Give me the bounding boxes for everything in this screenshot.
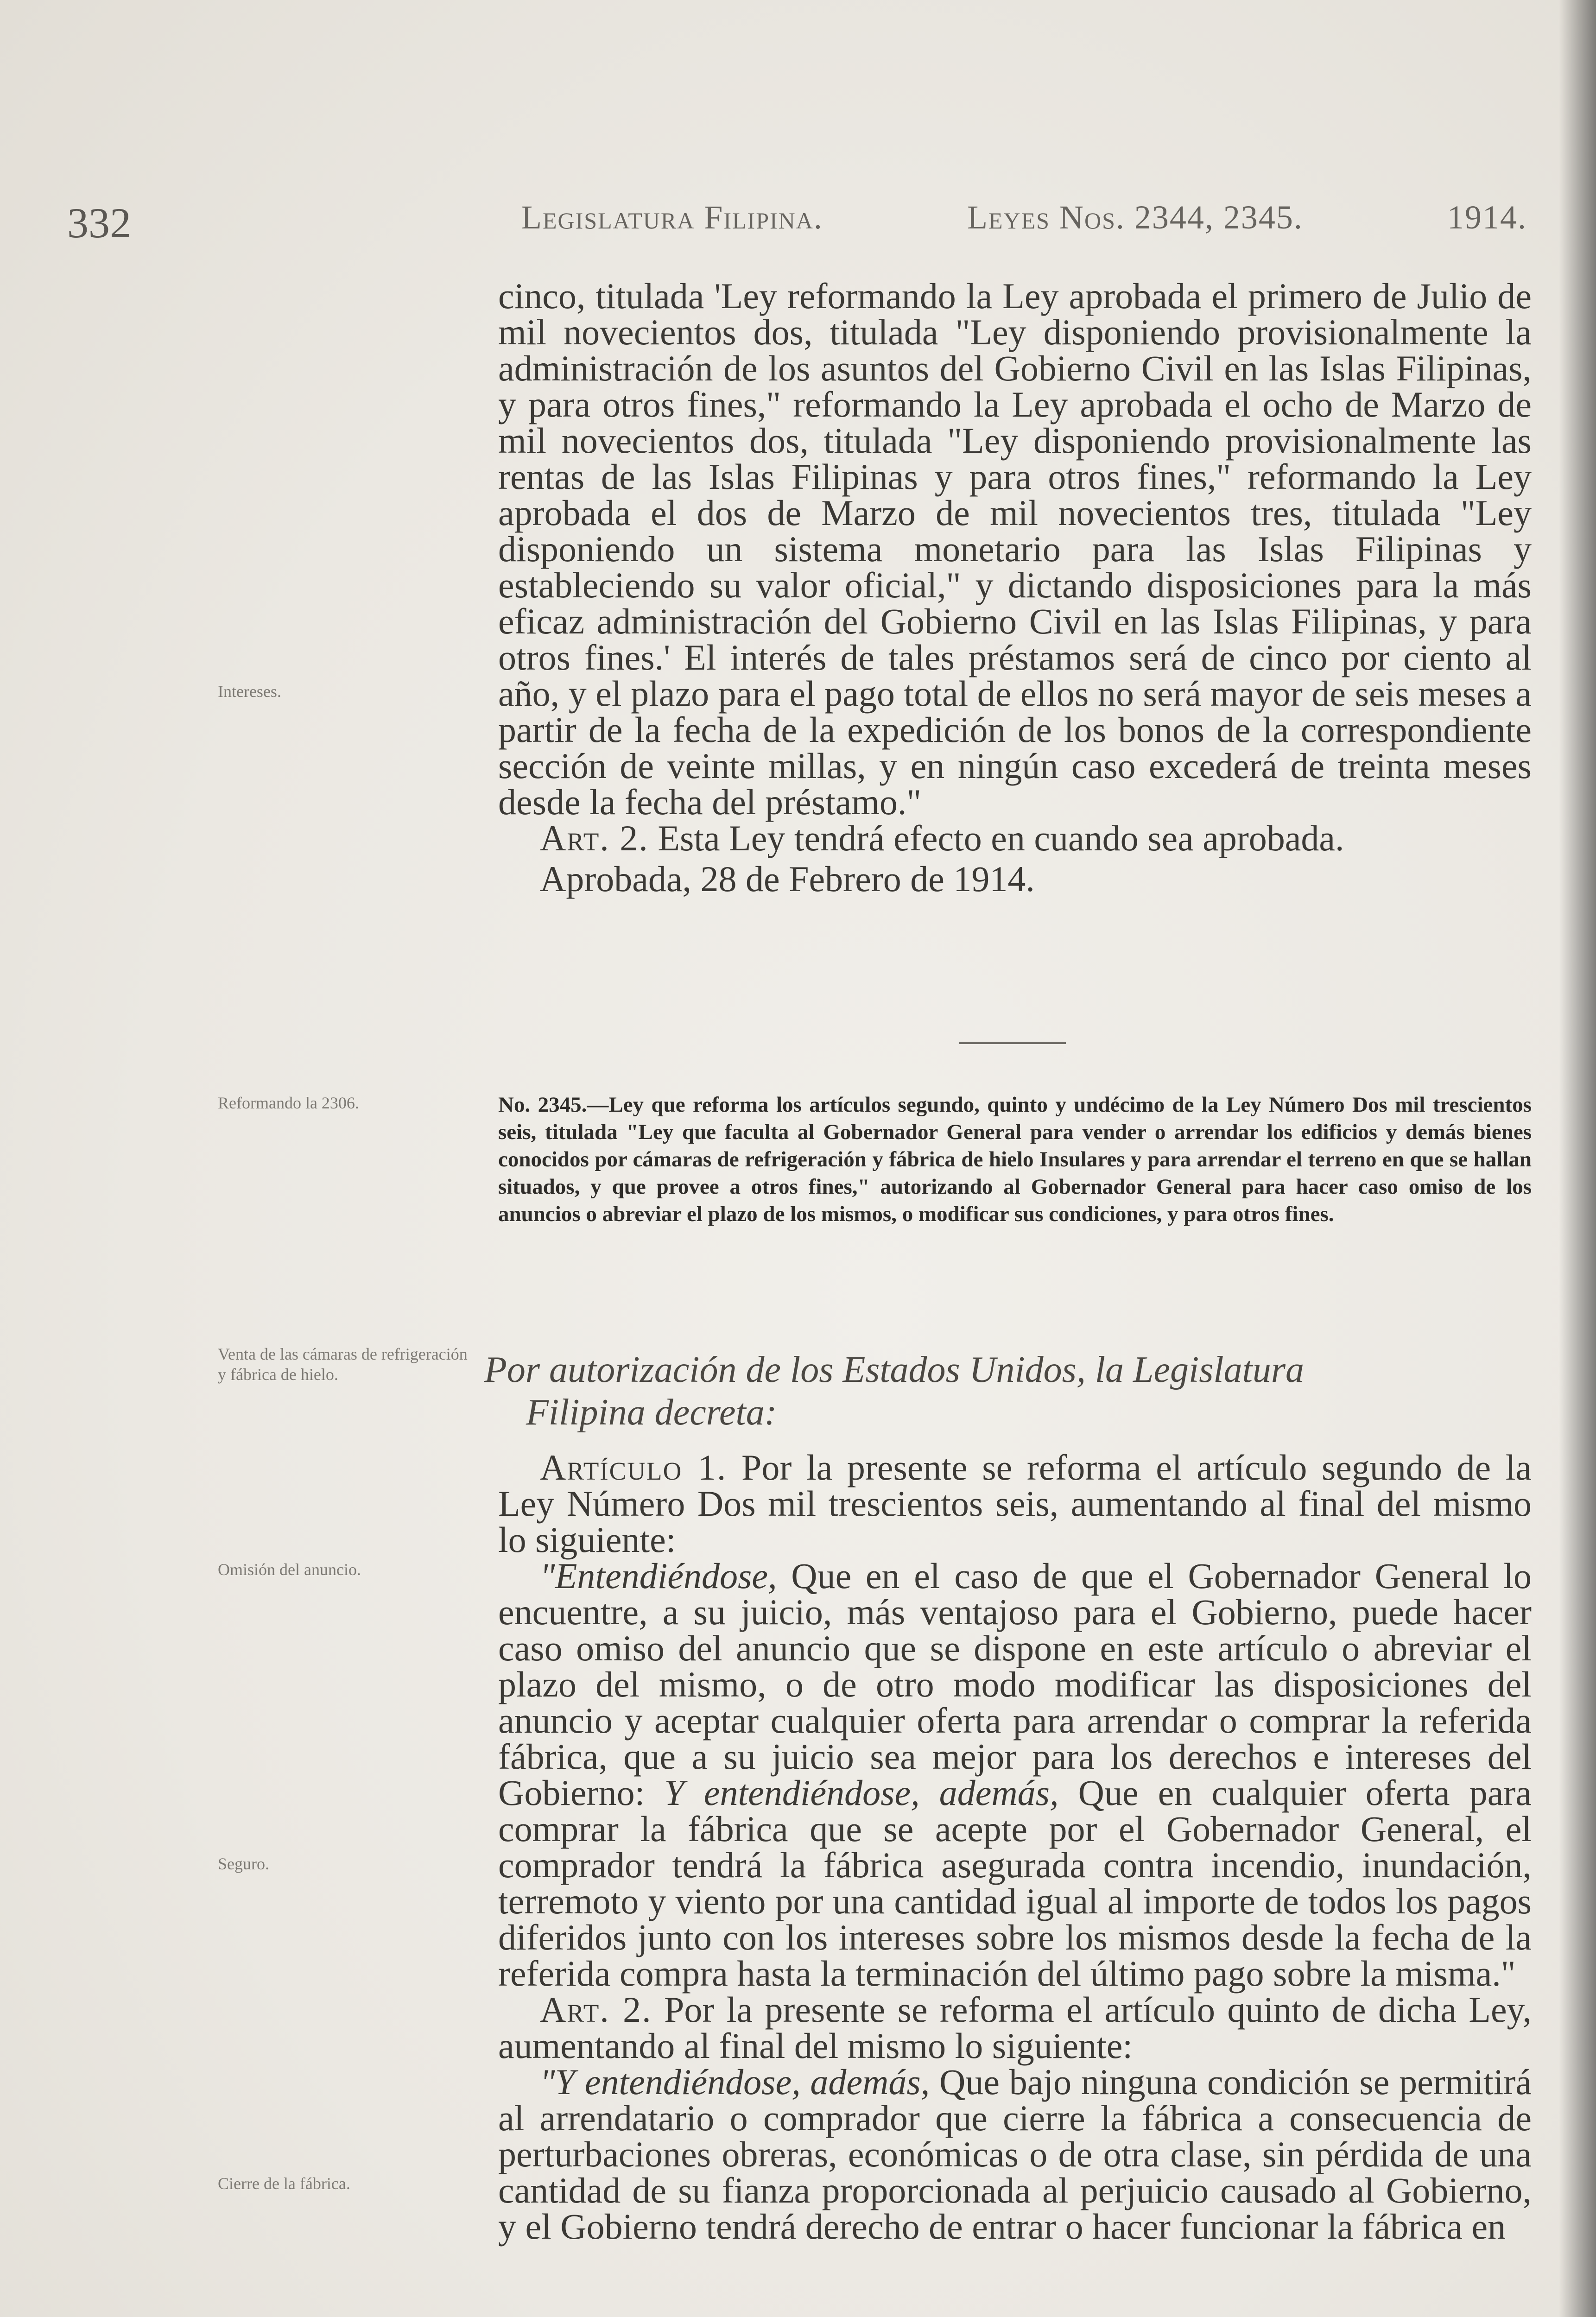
quote-text: Que en el caso de que el Gobernador General lo encuentre, a su juicio, más ventajoso para el Gobierno, puede hacer caso omiso del anuncio que se dispone en este artículo o abreviar el plazo del mismo, o de otro modo modificar las disposiciones del anuncio y aceptar cualquier oferta para arrendar o comprar la referida fábrica, que a su juicio sea mejor para los derechos e intereses del Gobierno:: [498, 1556, 1532, 1813]
approval-date: Aprobada, 28 de Febrero de 1914.: [540, 859, 1035, 899]
section-separator: [959, 1042, 1066, 1044]
law-2344-article-2: [498, 820, 1532, 856]
law-2345-article-1: [498, 1447, 1532, 1560]
scan-edge-shadow: [1559, 0, 1596, 2317]
quote-text: Que bajo ninguna condición se permitirá al arrendatario o comprador que cierre la fábrica a consecuencia de perturbaciones obreras, económicas o de otra clase, sin pérdida de una cantidad de su fianza proporcionada al perjuicio causado al Gobierno, y el Gobierno tendrá derecho de entrar o hacer funcionar la fábrica en: [498, 2062, 1532, 2247]
running-head-year: 1914.: [1447, 199, 1527, 236]
enacting-clause-line-2: Filipina decreta:: [526, 1392, 777, 1433]
quote-text-2: Que en cualquier oferta para comprar la fábrica que se acepte por el Gobernador General, el comprador tendrá la fábrica asegurada contra incendio, inundación, terremoto y viento por una cantidad igual al importe de todos los pagos diferidos junto con los intereses sobre los mismos desde la fecha de la referida compra hasta la terminación del último pago sobre la misma.": [498, 1773, 1532, 1994]
continuation-paragraph: cinco, titulada 'Ley reformando la Ley aprobada el primero de Julio de mil novecientos dos, titulada "Ley disponiendo provisionalmente la administración de los asuntos del Gobierno Civil en las Islas Filipinas, y para otros fines," reformando la Ley aprobada el ocho de Marzo de mil novecientos dos, titulada "Ley disponiendo provisionalmente las rentas de las Islas Filipinas y para otros fines," reformando la Ley aprobada el dos de Marzo de mil novecientos tres, titulada "Ley disponiendo un sistema monetario para las Islas Filipinas y estableciendo su valor oficial," y dictando disposiciones para la más eficaz administración del Gobierno Civil en las Islas Filipinas, y para otros fines.' El interés de tales préstamos será de cinco por ciento al año, y el plazo para el pago total de ellos no será mayor de seis meses a partir de la fecha de la expedición de los bonos de la correspondiente sección de veinte millas, y en ningún caso excederá de treinta meses desde la fecha del préstamo.": [498, 276, 1532, 822]
article-label: Art. 2.: [540, 818, 649, 858]
law-2345-body: [498, 1447, 1532, 2247]
article-text: Esta Ley tendrá efecto en cuando sea aprobada.: [658, 818, 1344, 858]
article-text: Por la presente se reforma el artículo segundo de la Ley Número Dos mil trescientos seis, aumentando al final del mismo lo siguiente:: [498, 1447, 1532, 1560]
article-text: Por la presente se reforma el artículo quinto de dicha Ley, aumentando al final del mismo lo siguiente:: [498, 1989, 1532, 2066]
quote-lead-2: Y entendiéndose, además,: [664, 1773, 1059, 1813]
running-head-left: Legislatura Filipina.: [521, 199, 823, 236]
law-2345-summary: No. 2345.—Ley que reforma los artículos segundo, quinto y undécimo de la Ley Número Dos mil trescientos seis, titulada "Ley que faculta al Gobernador General para vender o arrendar los edificios y demás bienes conocidos por cámaras de refrigeración y fábrica de hielo Insulares y para arrendar el terreno en que se hallan situados, y que provee a otros fines," autorizando al Gobernador General para hacer caso omiso de los anuncios o abreviar el plazo de los mismos, o modificar sus condiciones, y para otros fines.: [498, 1093, 1532, 1226]
margin-note-venta: Venta de las cámaras de refrigeración y fábrica de hielo.: [218, 1345, 468, 1384]
enacting-clause-line-1: Por autorización de los Estados Unidos, la Legislatura: [484, 1349, 1304, 1390]
article-label: Artículo 1.: [540, 1447, 727, 1488]
margin-note-reformando: Reformando la 2306.: [218, 1094, 359, 1112]
running-header: [521, 198, 1527, 237]
margin-note-omision: Omisión del anuncio.: [218, 1560, 361, 1579]
margin-note-cierre: Cierre de la fábrica.: [218, 2174, 350, 2193]
law-2345-article-1-quote: [498, 1558, 1532, 1992]
enacting-clause: [484, 1348, 1532, 1434]
law-2344-continuation: [498, 278, 1532, 897]
page-number: 332: [67, 199, 131, 247]
running-head-middle: Leyes Nos. 2344, 2345.: [967, 199, 1303, 236]
article-label: Art. 2.: [540, 1989, 652, 2030]
law-2345-article-2-quote: [498, 2064, 1532, 2245]
margin-note-seguro: Seguro.: [218, 1855, 269, 1873]
margin-note-intereses: Intereses.: [218, 682, 281, 701]
law-2345-article-2: [498, 1989, 1532, 2066]
quote-lead: "Y entendiéndose, además,: [540, 2062, 930, 2102]
quote-lead: "Entendiéndose,: [540, 1556, 777, 1596]
